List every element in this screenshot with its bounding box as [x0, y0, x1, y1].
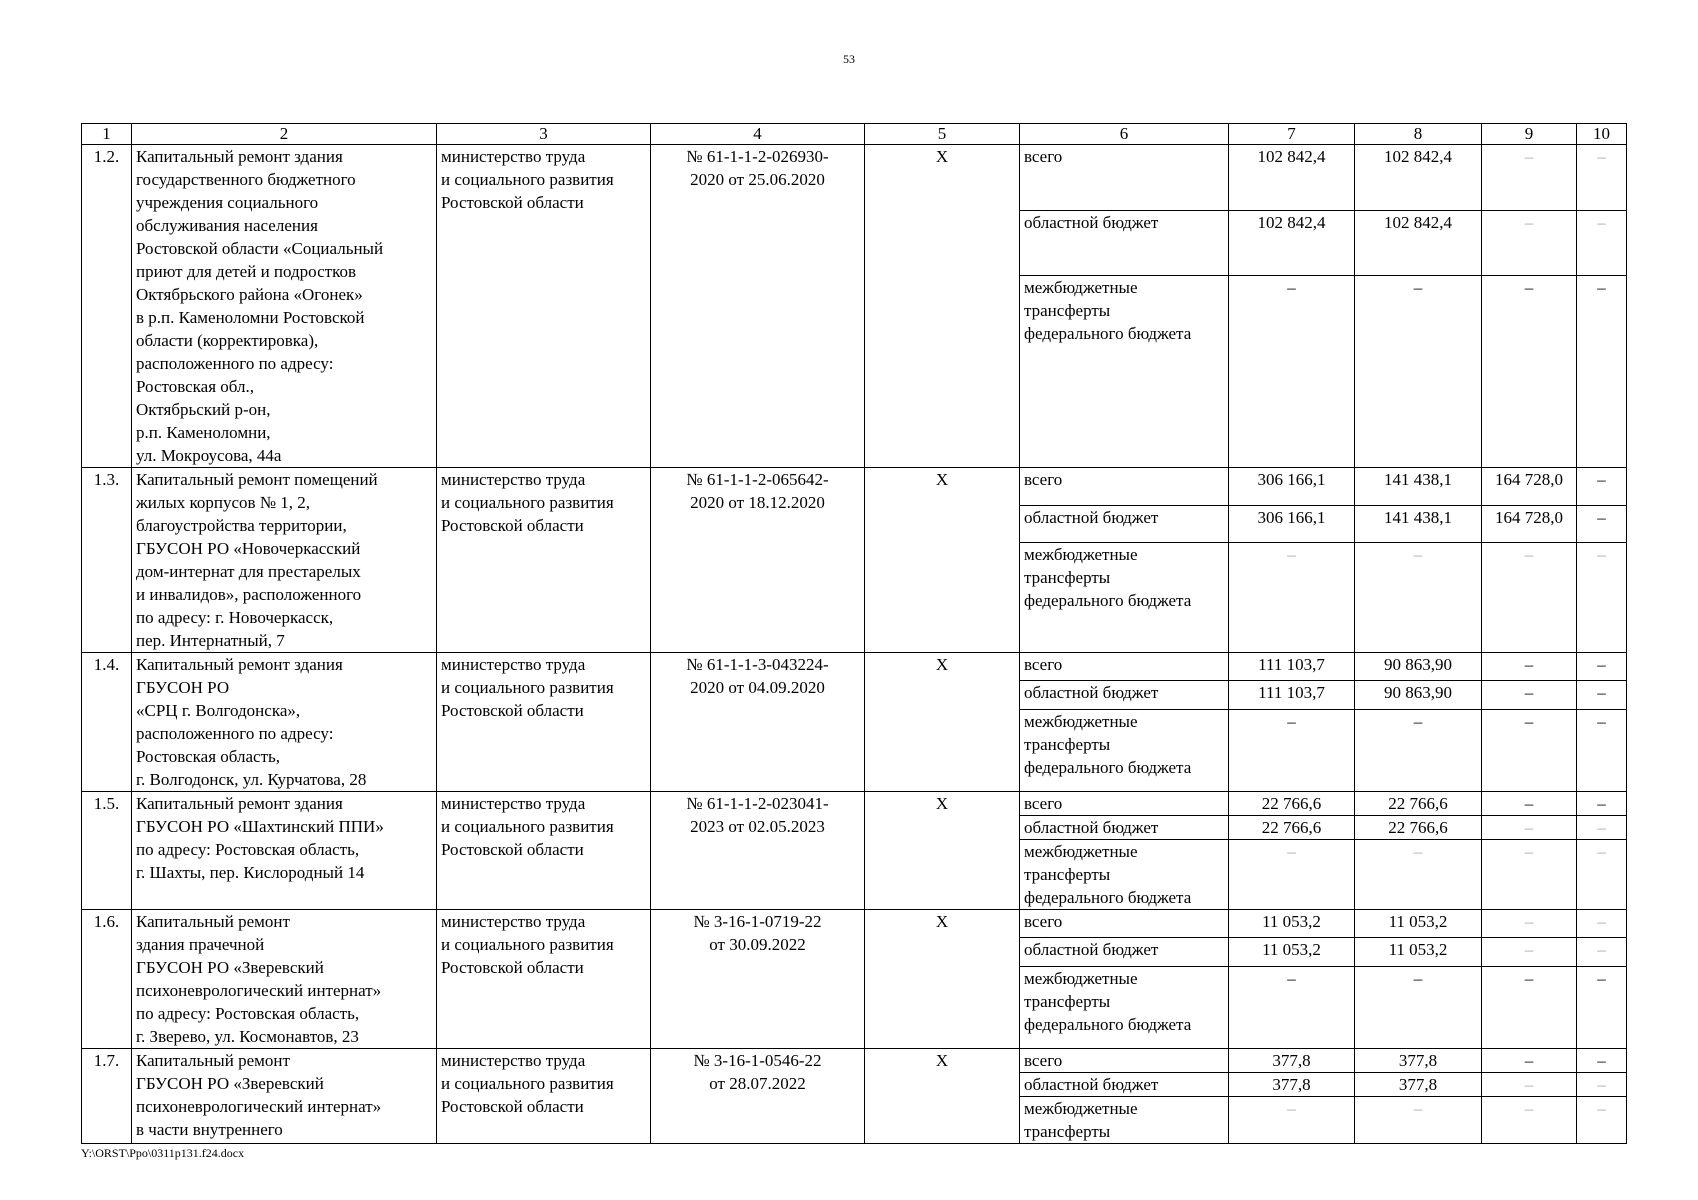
value-c8: –: [1355, 543, 1482, 653]
header-cell-4: 4: [651, 124, 865, 145]
funding-source-label: межбюджетные трансферты федерального бюджета: [1020, 543, 1229, 653]
value-c8: 141 438,1: [1355, 505, 1482, 543]
object-name: Капитальный ремонт ГБУСОН РО «Зверевский психоневрологический интернат» в части внутреннего: [132, 1049, 437, 1144]
value-c8: 90 863,90: [1355, 681, 1482, 709]
mark-x: Х: [865, 653, 1020, 792]
value-c7: 111 103,7: [1229, 681, 1355, 709]
value-c8: –: [1355, 276, 1482, 468]
row-number: 1.6.: [82, 910, 132, 1049]
value-c10: –: [1577, 210, 1627, 276]
value-c8: 11 053,2: [1355, 938, 1482, 966]
row-number: 1.2.: [82, 145, 132, 468]
value-c7: 377,8: [1229, 1073, 1355, 1097]
ministry-name: министерство труда и социального развития Ростовской области: [437, 468, 651, 653]
value-c7: 102 842,4: [1229, 210, 1355, 276]
value-c8: 22 766,6: [1355, 816, 1482, 840]
header-cell-8: 8: [1355, 124, 1482, 145]
row-number: 1.4.: [82, 653, 132, 792]
value-c7: –: [1229, 543, 1355, 653]
value-c8: 377,8: [1355, 1073, 1482, 1097]
value-c7: 377,8: [1229, 1049, 1355, 1073]
funding-source-label: всего: [1020, 145, 1229, 211]
value-c7: 22 766,6: [1229, 816, 1355, 840]
value-c9: –: [1482, 1073, 1577, 1097]
value-c7: 22 766,6: [1229, 792, 1355, 816]
page-number: 53: [843, 52, 855, 66]
value-c7: 11 053,2: [1229, 938, 1355, 966]
value-c9: 164 728,0: [1482, 468, 1577, 506]
funding-source-label: областной бюджет: [1020, 816, 1229, 840]
funding-source-label: всего: [1020, 910, 1229, 938]
value-c9: –: [1482, 966, 1577, 1048]
value-c10: –: [1577, 709, 1627, 791]
mark-x: Х: [865, 910, 1020, 1049]
header-cell-10: 10: [1577, 124, 1627, 145]
table-row: [82, 1049, 1627, 1073]
value-c7: 11 053,2: [1229, 910, 1355, 938]
value-c8: 11 053,2: [1355, 910, 1482, 938]
header-cell-3: 3: [437, 124, 651, 145]
value-c10: –: [1577, 938, 1627, 966]
value-c10: –: [1577, 966, 1627, 1048]
funding-source-label: межбюджетные трансферты федерального бюджета: [1020, 840, 1229, 910]
header-cell-7: 7: [1229, 124, 1355, 145]
value-c10: –: [1577, 792, 1627, 816]
header-cell-5: 5: [865, 124, 1020, 145]
value-c7: –: [1229, 1097, 1355, 1144]
object-name: Капитальный ремонт помещений жилых корпусов № 1, 2, благоустройства территории, ГБУСОН РО «Новочеркасский дом-интернат для престарелых и инвалидов», расположенного по адресу: г. Новочеркасск, пер. Интернатный, 7: [132, 468, 437, 653]
value-c9: –: [1482, 910, 1577, 938]
value-c9: –: [1482, 653, 1577, 681]
mark-x: Х: [865, 1049, 1020, 1144]
value-c7: 111 103,7: [1229, 653, 1355, 681]
value-c9: –: [1482, 1097, 1577, 1144]
value-c8: 377,8: [1355, 1049, 1482, 1073]
value-c10: –: [1577, 1097, 1627, 1144]
ministry-name: министерство труда и социального развития Ростовской области: [437, 792, 651, 910]
header-cell-2: 2: [132, 124, 437, 145]
table-row: [82, 145, 1627, 211]
value-c9: –: [1482, 1049, 1577, 1073]
value-c9: –: [1482, 210, 1577, 276]
table-row: [82, 792, 1627, 816]
table-row: [82, 653, 1627, 681]
value-c7: –: [1229, 966, 1355, 1048]
value-c10: –: [1577, 1073, 1627, 1097]
document-ref: № 3-16-1-0719-22 от 30.09.2022: [651, 910, 865, 1049]
value-c9: –: [1482, 840, 1577, 910]
value-c10: –: [1577, 681, 1627, 709]
ministry-name: министерство труда и социального развития Ростовской области: [437, 653, 651, 792]
value-c8: –: [1355, 1097, 1482, 1144]
funding-source-label: всего: [1020, 1049, 1229, 1073]
document-ref: № 61-1-1-3-043224- 2020 от 04.09.2020: [651, 653, 865, 792]
value-c7: –: [1229, 840, 1355, 910]
value-c9: –: [1482, 681, 1577, 709]
object-name: Капитальный ремонт здания ГБУСОН РО «СРЦ г. Волгодонска», расположенного по адресу: Ростовская область, г. Волгодонск, ул. Курчатова, 28: [132, 653, 437, 792]
mark-x: Х: [865, 792, 1020, 910]
value-c8: 102 842,4: [1355, 145, 1482, 211]
budget-table: [81, 123, 1627, 1144]
value-c8: 141 438,1: [1355, 468, 1482, 506]
value-c10: –: [1577, 1049, 1627, 1073]
value-c9: –: [1482, 792, 1577, 816]
funding-source-label: межбюджетные трансферты федерального бюджета: [1020, 276, 1229, 468]
value-c8: 22 766,6: [1355, 792, 1482, 816]
value-c10: –: [1577, 910, 1627, 938]
value-c8: 102 842,4: [1355, 210, 1482, 276]
value-c10: –: [1577, 840, 1627, 910]
header-cell-6: 6: [1020, 124, 1229, 145]
value-c9: –: [1482, 816, 1577, 840]
value-c10: –: [1577, 468, 1627, 506]
document-ref: № 3-16-1-0546-22 от 28.07.2022: [651, 1049, 865, 1144]
row-number: 1.3.: [82, 468, 132, 653]
value-c7: –: [1229, 276, 1355, 468]
value-c7: 102 842,4: [1229, 145, 1355, 211]
mark-x: Х: [865, 468, 1020, 653]
funding-source-label: областной бюджет: [1020, 505, 1229, 543]
document-ref: № 61-1-1-2-026930- 2020 от 25.06.2020: [651, 145, 865, 468]
object-name: Капитальный ремонт здания ГБУСОН РО «Шахтинский ППИ» по адресу: Ростовская область, г. Шахты, пер. Кислородный 14: [132, 792, 437, 910]
value-c8: –: [1355, 840, 1482, 910]
value-c10: –: [1577, 145, 1627, 211]
value-c10: –: [1577, 276, 1627, 468]
ministry-name: министерство труда и социального развития Ростовской области: [437, 910, 651, 1049]
value-c7: –: [1229, 709, 1355, 791]
value-c9: –: [1482, 938, 1577, 966]
funding-source-label: всего: [1020, 468, 1229, 506]
mark-x: Х: [865, 145, 1020, 468]
header-cell-9: 9: [1482, 124, 1577, 145]
funding-source-label: всего: [1020, 792, 1229, 816]
value-c9: –: [1482, 543, 1577, 653]
funding-source-label: областной бюджет: [1020, 938, 1229, 966]
value-c10: –: [1577, 816, 1627, 840]
header-cell-1: 1: [82, 124, 132, 145]
funding-source-label: межбюджетные трансферты федерального бюджета: [1020, 966, 1229, 1048]
header-row: [82, 124, 1627, 145]
value-c9: 164 728,0: [1482, 505, 1577, 543]
file-path-footer: Y:\ORST\Ppo\0311p131.f24.docx: [81, 1146, 245, 1160]
table-row: [82, 910, 1627, 938]
funding-source-label: всего: [1020, 653, 1229, 681]
row-number: 1.7.: [82, 1049, 132, 1144]
value-c7: 306 166,1: [1229, 505, 1355, 543]
value-c10: –: [1577, 653, 1627, 681]
funding-source-label: межбюджетные трансферты федерального бюджета: [1020, 709, 1229, 791]
funding-source-label: областной бюджет: [1020, 1073, 1229, 1097]
value-c8: –: [1355, 966, 1482, 1048]
object-name: Капитальный ремонт здания прачечной ГБУСОН РО «Зверевский психоневрологический интернат» по адресу: Ростовская область, г. Зверево, ул. Космонавтов, 23: [132, 910, 437, 1049]
value-c9: –: [1482, 145, 1577, 211]
funding-source-label: областной бюджет: [1020, 681, 1229, 709]
row-number: 1.5.: [82, 792, 132, 910]
value-c10: –: [1577, 505, 1627, 543]
funding-source-label: областной бюджет: [1020, 210, 1229, 276]
ministry-name: министерство труда и социального развития Ростовской области: [437, 1049, 651, 1144]
value-c8: –: [1355, 709, 1482, 791]
ministry-name: министерство труда и социального развития Ростовской области: [437, 145, 651, 468]
funding-source-label: межбюджетные трансферты: [1020, 1097, 1229, 1144]
value-c8: 90 863,90: [1355, 653, 1482, 681]
value-c10: –: [1577, 543, 1627, 653]
document-ref: № 61-1-1-2-065642- 2020 от 18.12.2020: [651, 468, 865, 653]
value-c9: –: [1482, 276, 1577, 468]
table-row: [82, 468, 1627, 506]
object-name: Капитальный ремонт здания государственного бюджетного учреждения социального обслуживания населения Ростовской области «Социальный приют для детей и подростков Октябрьского района «Огонек» в р.п. Каменоломни Ростовской области (корректировка), расположенного по адресу: Ростовская обл., Октябрьский р-он, р.п. Каменоломни, ул. Мокроусова, 44а: [132, 145, 437, 468]
document-ref: № 61-1-1-2-023041- 2023 от 02.05.2023: [651, 792, 865, 910]
value-c7: 306 166,1: [1229, 468, 1355, 506]
value-c9: –: [1482, 709, 1577, 791]
